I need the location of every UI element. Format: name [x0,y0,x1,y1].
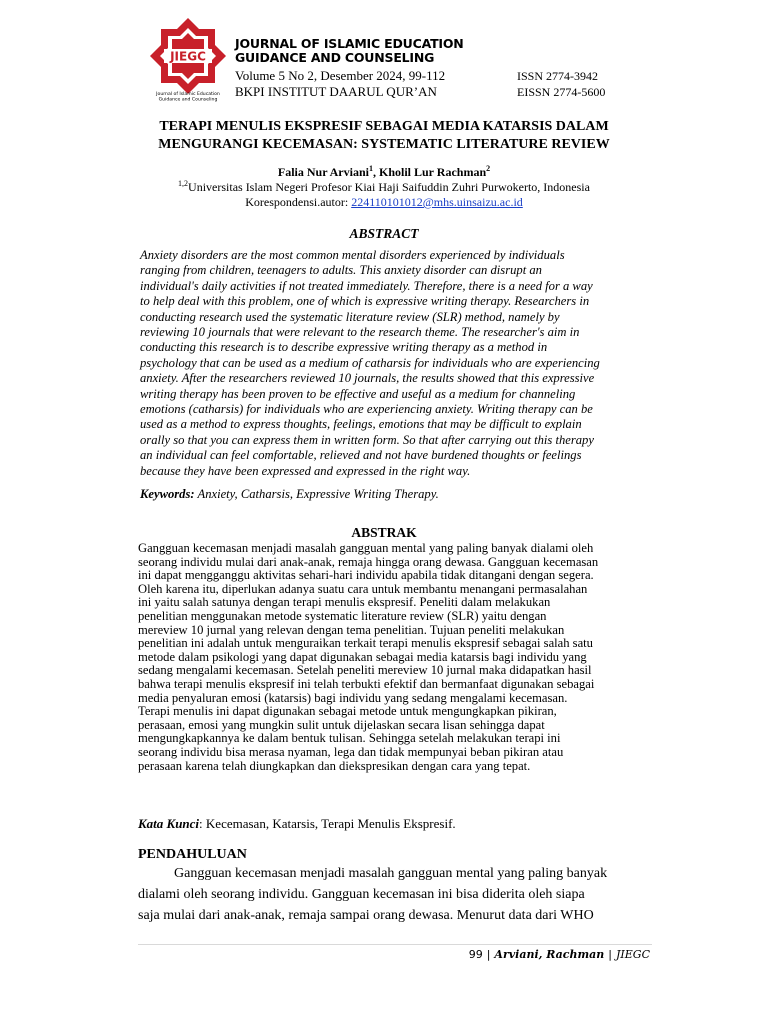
issn: ISSN 2774-3942 [517,69,599,83]
author-line: Falia Nur Arviani$^1$, Kholil Lur Rachman$^2$ [277,164,491,179]
journal-logo [148,16,228,102]
svg-text:JIEGC: JIEGC [170,49,206,64]
eissn: EISSN 2774-5600 [517,85,606,99]
affiliation: $^{1,2}$Universitas Islam Negeri Profesor Kiai Haji Saifuddin Zuhri Purwokerto, Indonesia [178,179,590,194]
journal-name-line-2: GUIDANCE AND COUNSELING [235,50,435,65]
page-number: 99 [468,948,483,961]
article-title-line-2: MENGURANGI KECEMASAN: SYSTEMATIC LITERATURE REVIEW [158,137,610,152]
page-footer: 99 | Arviani, Rachman | JIEGC [468,948,650,961]
abstrak-heading: ABSTRAK [351,525,417,540]
footer-divider [138,944,652,945]
intro-body: Gangguan kecemasan menjadi masalah gangguan mental yang paling banyak dialami oleh seorang individu. Gangguan kecemasan ini bisa diderita oleh siapa saja mulai dari anak-anak, remaja sampai orang dewasa. Menurut data dari WHO [138,866,608,923]
author-2: Kholil Lur Rachman [378,165,487,179]
volume-info: Volume 5 No 2, Desember 2024, 99-112 [235,68,446,83]
correspondence: Korespondensi.autor: 224110101012@mhs.uinsaizu.ac.id [245,195,523,209]
abstract-heading: ABSTRACT [349,226,419,241]
intro-heading: PENDAHULUAN [138,847,247,862]
footer-authors: Arviani, Rachman [494,948,605,961]
keywords-id: Kata Kunci: Kecemasan, Katarsis, Terapi Menulis Ekspresif. [138,816,456,831]
abstract-en-body: Anxiety disorders are the most common mental disorders experienced by individuals ranging from children, teenagers to adults. This anxiety disorder can disrupt an individual's daily activities if not treated immediately. Therefore, there is a need for a way to help deal with this problem, one of which is expressive writing therapy. Researchers in conducting research used the systematic literature review (SLR) method, namely by reviewing 10 journals that were relevant to the research theme. The researcher's aim in conducting this research is to describe expressive writing therapy as a method in psychology that can be used as a medium of catharsis for individuals who are experiencing anxiety. After the researchers reviewed 10 journals, the results showed that this expressive writing therapy has been proven to be effective and useful as a medium for channeling emotions (catharsis) for individuals who are experiencing anxiety. Writing therapy can be used as a method to express thoughts, feelings, emotions that may be difficult to explain orally so that you can express them in written form. So that after carrying out this therapy an individual can feel comfortable, relieved and not have burdened thoughts or feelings because they have been expressed and expressed in the right way. [140,248,600,478]
footer-journal: JIEGC [616,948,650,961]
article-title-line-1: TERAPI MENULIS EKSPRESIF SEBAGAI MEDIA KATARSIS DALAM [159,119,609,134]
svg-text:Journal of Islamic Education: Journal of Islamic Education [156,92,220,97]
journal-name-line-1: JOURNAL OF ISLAMIC EDUCATION [235,36,464,51]
correspondence-email-link[interactable]: 224110101012@mhs.uinsaizu.ac.id [351,195,523,209]
abstract-id-body: Gangguan kecemasan menjadi masalah gangguan mental yang paling banyak dialami oleh seorang individu mulai dari anak-anak, remaja hingga orang dewasa. Gangguan kecemasan ini dapat mengganggu aktivitas sehari-hari individu apabila tidak ditangani dengan segera. Oleh karena itu, diperlukan adanya suatu cara untuk membantu menangani permasalahan ini yaitu salah satunya dengan terapi menulis ekspresif. Peneliti dalam melakukan penelitian menggunakan metode systematic literature review (SLR) yaitu dengan mereview 10 jurnal yang relevan dengan tema penelitian. Tujuan peneliti melakukan penelitian ini adalah untuk menguraikan terkait terapi menulis ekspresif sebagai salah satu metode dalam psikologi yang dapat digunakan sebagai media katarsis bagi individu yang sedang mengalami kecemasan. Setelah peneliti mereview 10 jurnal maka didapatkan hasil bahwa terapi menulis ekspresif ini telah terbukti efektif dan bermanfaat digunakan sebagai media penyaluran emosi (katarsis) bagi individu yang sedang mengalami kecemasan. Terapi menulis ini dapat digunakan sebagai metode untuk mengungkapkan pikiran, perasaan, emosi yang mungkin sulit untuk dijelaskan secara lisan sehingga dapat mengungkapkannya ke dalam bentuk tulisan. Sehingga setelah melakukan terapi ini seorang individu bisa merasa nyaman, lega dan tidak mempunyai beban pikiran atau perasaan karena telah diungkapkan dan diekspresikan dengan cara yang tepat. [138,541,599,773]
publisher: BKPI INSTITUT DAARUL QUR’AN [235,84,437,99]
keywords-en: Keywords: Anxiety, Catharsis, Expressive Writing Therapy. [140,487,439,501]
author-1: Falia Nur Arviani [277,165,369,179]
svg-text:Guidance and Counseling: Guidance and Counseling [158,97,218,102]
